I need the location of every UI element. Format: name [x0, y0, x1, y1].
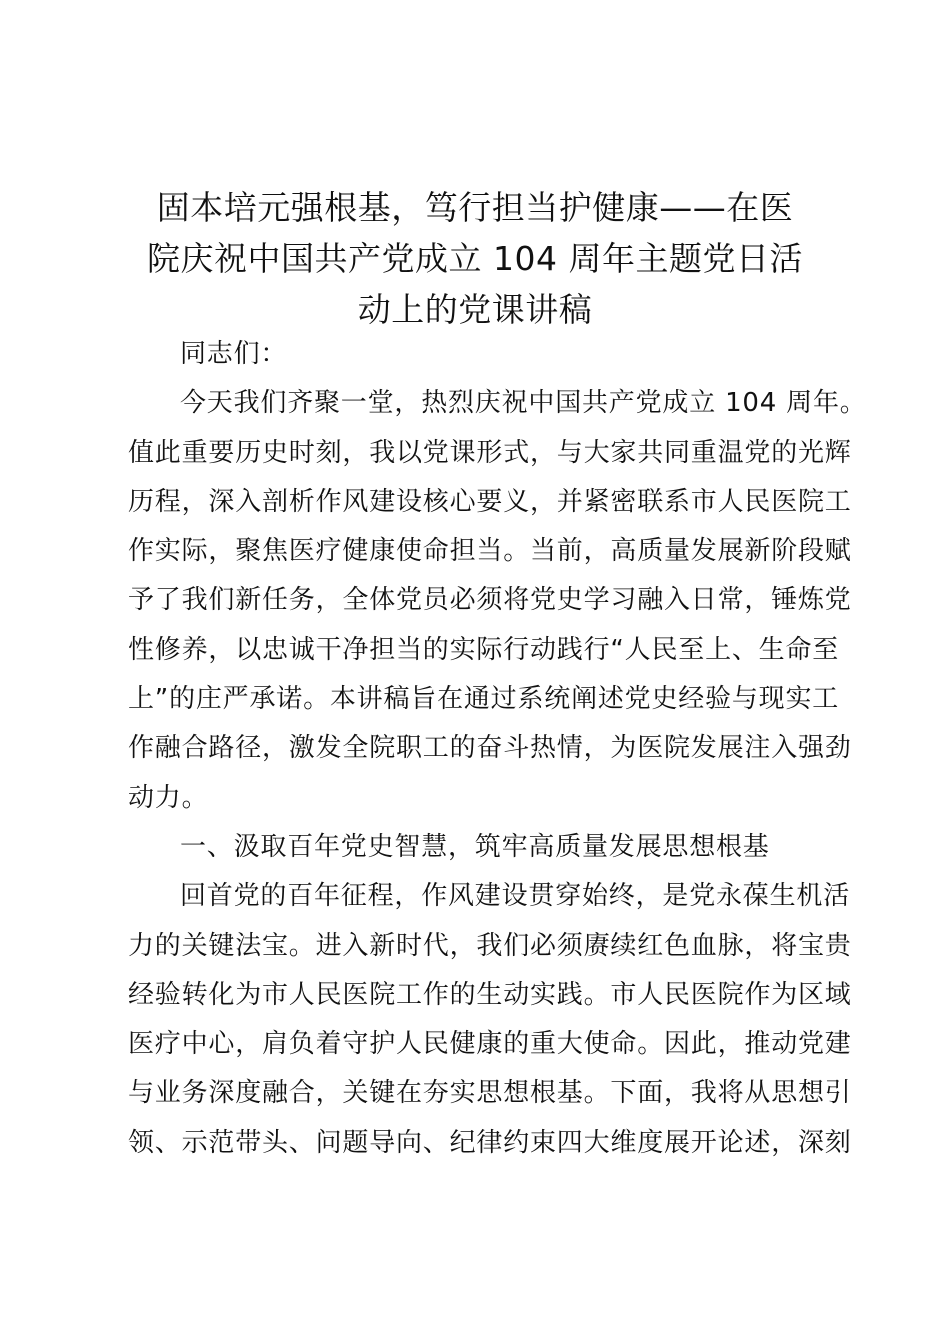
- paragraph-line: 医疗中心，肩负着守护人民健康的重大使命。因此，推动党建: [128, 1029, 852, 1060]
- paragraph-line: 与业务深度融合，关键在夯实思想根基。下面，我将从思想引: [128, 1078, 852, 1109]
- paragraph-line: 作实际，聚焦医疗健康使命担当。当前，高质量发展新阶段赋: [128, 536, 852, 567]
- title-line: 固本培元强根基，笃行担当护健康——在医: [156, 188, 794, 227]
- paragraph-line: 经验转化为市人民医院工作的生动实践。市人民医院作为区域: [128, 979, 852, 1010]
- paragraph-line: 予了我们新任务，全体党员必须将党史学习融入日常，锤炼党: [128, 585, 852, 616]
- paragraph-line: 今天我们齐聚一堂，热烈庆祝中国共产党成立 104 周年。: [180, 388, 867, 419]
- paragraph-line: 回首党的百年征程，作风建设贯穿始终，是党永葆生机活: [180, 881, 851, 912]
- paragraph-line: 性修养，以忠诚干净担当的实际行动践行“人民至上、生命至: [128, 634, 840, 665]
- section-heading: 一、汲取百年党史智慧，筑牢高质量发展思想根基: [180, 831, 770, 862]
- document-title: [128, 182, 822, 335]
- title-line: 院庆祝中国共产党成立 104 周年主题党日活: [147, 239, 803, 278]
- paragraph-line: 作融合路径，激发全院职工的奋斗热情，为医院发展注入强劲: [128, 733, 852, 764]
- paragraph-line: 力的关键法宝。进入新时代，我们必须赓续红色血脉，将宝贵: [128, 930, 852, 961]
- salutation: 同志们：: [180, 339, 288, 369]
- paragraph-line: 动力。: [128, 782, 209, 813]
- document-body: [128, 330, 867, 1168]
- title-line: 动上的党课讲稿: [357, 290, 593, 329]
- paragraph-intro: [128, 379, 867, 823]
- paragraph-section-one: [128, 872, 852, 1168]
- paragraph-line: 领、示范带头、问题导向、纪律约束四大维度展开论述，深刻: [128, 1127, 852, 1158]
- paragraph-line: 上”的庄严承诺。本讲稿旨在通过系统阐述党史经验与现实工: [128, 684, 840, 715]
- paragraph-line: 历程，深入剖析作风建设核心要义，并紧密联系市人民医院工: [128, 486, 852, 517]
- paragraph-line: 值此重要历史时刻，我以党课形式，与大家共同重温党的光辉: [128, 437, 852, 468]
